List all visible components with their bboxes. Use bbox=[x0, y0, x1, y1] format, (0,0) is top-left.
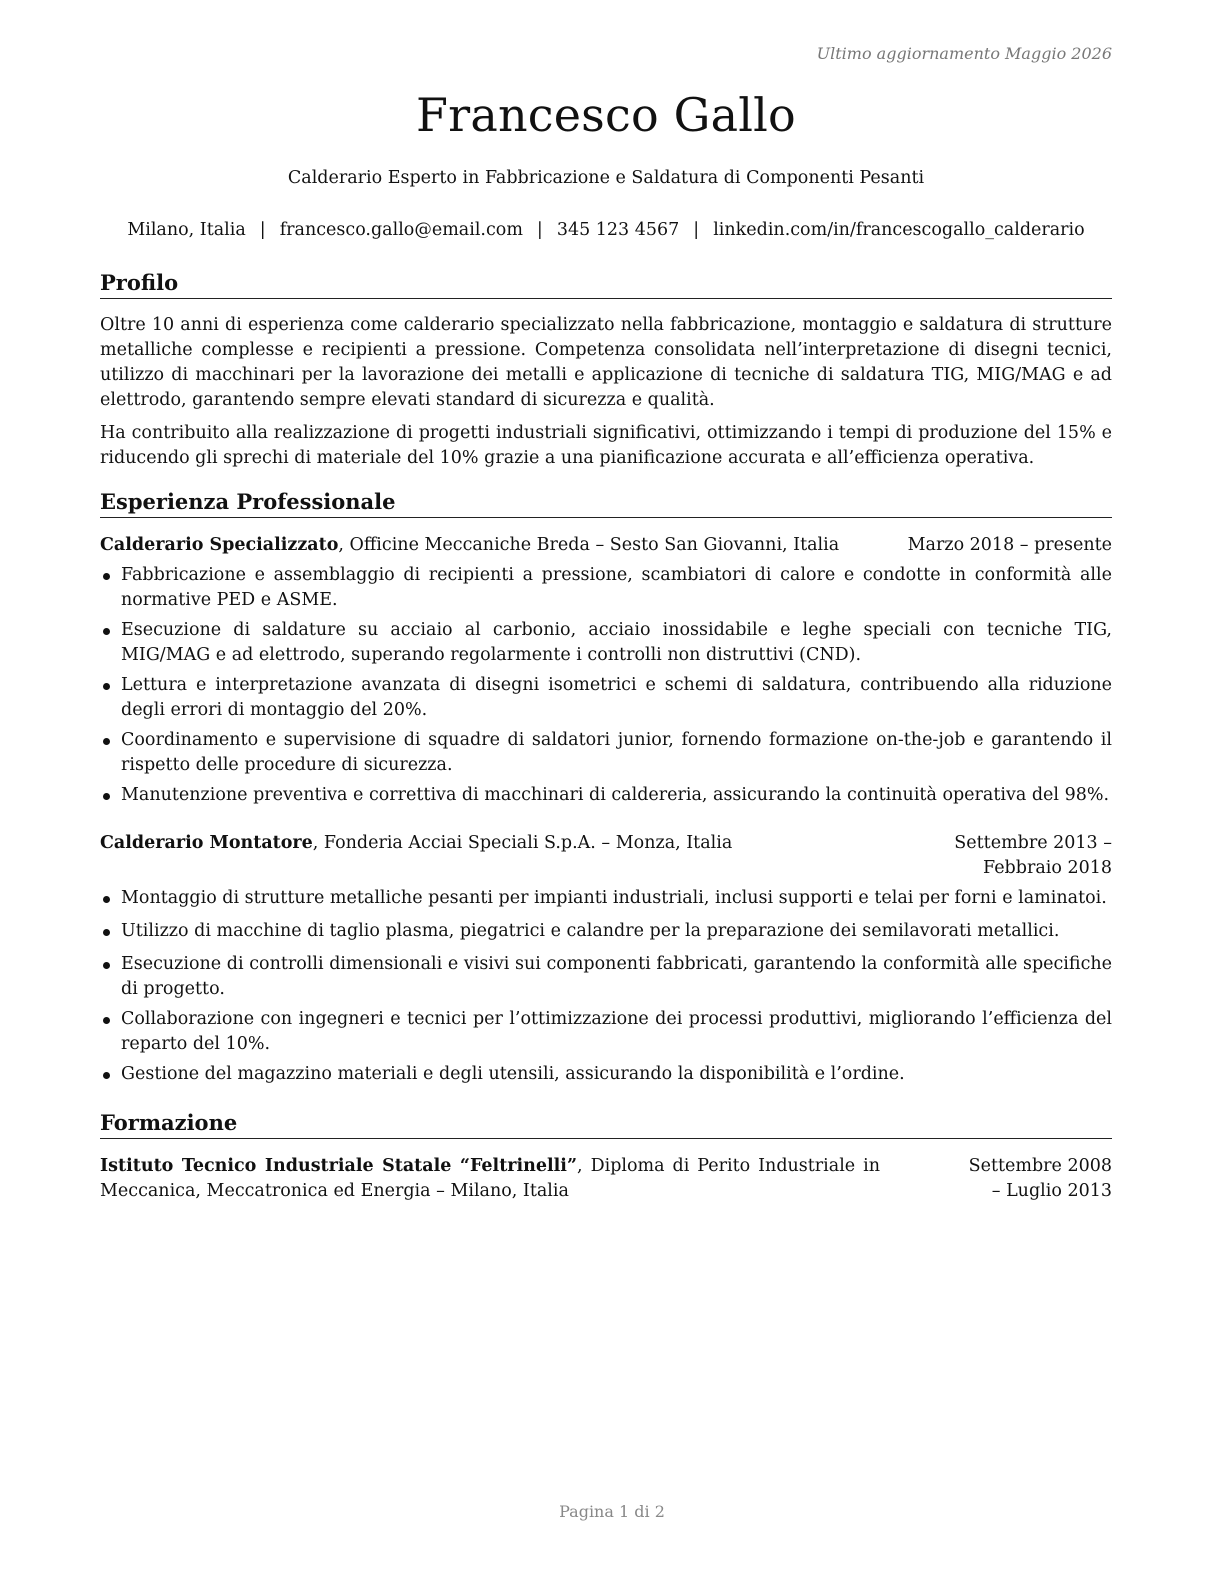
job-company: , Officine Meccaniche Breda – Sesto San Giovanni, Italia bbox=[338, 535, 840, 555]
education-institution-line bbox=[100, 1154, 880, 1204]
list-item bbox=[100, 618, 1112, 668]
list-item bbox=[100, 783, 1112, 808]
job-dates: Marzo 2018 – presente bbox=[907, 535, 1112, 555]
bullet-text: Coordinamento e supervisione di squadre di saldatori junior, fornendo formazione on-the-job e garantendo il rispetto delle procedure di sicurezza. bbox=[121, 730, 1112, 775]
profile-section bbox=[100, 270, 1112, 471]
job-entry bbox=[100, 533, 1112, 808]
bullet-icon bbox=[103, 1017, 110, 1024]
bullet-icon bbox=[103, 628, 110, 635]
bullet-icon bbox=[103, 1072, 110, 1079]
job-entry bbox=[100, 831, 1112, 1087]
bullet-text: Utilizzo di macchine di taglio plasma, piegatrici e calandre per la preparazione dei semilavorati metallici. bbox=[121, 921, 1060, 941]
job-dates: Settembre 2013 – Febbraio 2018 bbox=[954, 833, 1112, 878]
bullet-icon bbox=[103, 738, 110, 745]
section-title-education: Formazione bbox=[100, 1110, 1112, 1139]
contact-separator: | bbox=[693, 220, 700, 240]
profile-paragraph: Ha contribuito alla realizzazione di progetti industriali significativi, ottimizzando i tempi di produzione del 15% e riducendo gli sprechi di materiale del 10% grazie a una pianificazione accurata e all’efficienza operativa. bbox=[100, 423, 1112, 468]
section-title-profile: Profilo bbox=[100, 270, 1112, 299]
bullet-icon bbox=[103, 929, 110, 936]
contact-separator: | bbox=[536, 220, 543, 240]
candidate-name: Francesco Gallo bbox=[416, 88, 796, 142]
job-bullets bbox=[100, 563, 1112, 808]
job-role: Calderario Specializzato bbox=[100, 535, 339, 555]
bullet-text: Manutenzione preventiva e correttiva di macchinari di caldereria, assicurando la continuità operativa del 98%. bbox=[121, 785, 1110, 805]
contact-location: Milano, Italia bbox=[127, 220, 246, 240]
bullet-text: Fabbricazione e assemblaggio di recipienti a pressione, scambiatori di calore e condotte in conformità alle normative PED e ASME. bbox=[121, 565, 1112, 610]
bullet-icon bbox=[103, 683, 110, 690]
list-item bbox=[100, 952, 1112, 1002]
contact-phone: 345 123 4567 bbox=[556, 220, 680, 240]
list-item bbox=[100, 728, 1112, 778]
job-header bbox=[100, 831, 1112, 881]
section-title-experience: Esperienza Professionale bbox=[100, 489, 1112, 518]
contact-separator: | bbox=[259, 220, 266, 240]
contact-line bbox=[70, 220, 1142, 240]
bullet-text: Montaggio di strutture metalliche pesanti per impianti industriali, inclusi supporti e telai per forni e laminatoi. bbox=[121, 888, 1107, 908]
job-bullets bbox=[100, 886, 1112, 1087]
page-number: Pagina 1 di 2 bbox=[559, 1502, 665, 1521]
education-section bbox=[100, 1110, 1112, 1204]
education-dates: Settembre 2008 – Luglio 2013 bbox=[968, 1156, 1112, 1201]
education-entry bbox=[100, 1154, 1112, 1204]
bullet-icon bbox=[103, 962, 110, 969]
list-item bbox=[100, 919, 1112, 944]
bullet-text: Gestione del magazzino materiali e degli utensili, assicurando la disponibilità e l’ordine. bbox=[121, 1064, 905, 1084]
contact-linkedin[interactable]: linkedin.com/in/francescogallo_calderario bbox=[713, 220, 1085, 240]
candidate-headline: Calderario Esperto in Fabbricazione e Saldatura di Componenti Pesanti bbox=[287, 168, 925, 188]
job-title-line bbox=[100, 533, 839, 558]
job-role: Calderario Montatore bbox=[100, 833, 313, 853]
list-item bbox=[100, 1062, 1112, 1087]
list-item bbox=[100, 673, 1112, 723]
list-item bbox=[100, 886, 1112, 911]
list-item bbox=[100, 563, 1112, 613]
profile-paragraph: Oltre 10 anni di esperienza come calderario specializzato nella fabbricazione, montaggio e saldatura di strutture metalliche complesse e recipienti a pressione. Competenza consolidata nell’interpretazione di disegni tecnici, utilizzo di macchinari per la lavorazione dei metalli e applicazione di tecniche di saldatura TIG, MIG/MAG e ad elettrodo, garantendo sempre elevati standard di sicurezza e qualità. bbox=[100, 315, 1112, 410]
job-header bbox=[100, 533, 1112, 558]
job-company: , Fonderia Acciai Speciali S.p.A. – Monza, Italia bbox=[312, 833, 733, 853]
bullet-icon bbox=[103, 573, 110, 580]
education-school: Istituto Tecnico Industriale Statale “Feltrinelli” bbox=[100, 1156, 578, 1176]
bullet-text: Esecuzione di controlli dimensionali e visivi sui componenti fabbricati, garantendo la conformità alle specifiche di progetto. bbox=[121, 954, 1112, 999]
education-detail: , Diploma di Perito Industriale in Meccanica, Meccatronica ed Energia – Milano, Italia bbox=[100, 1156, 880, 1201]
last-updated: Ultimo aggiornamento Maggio 2026 bbox=[816, 44, 1112, 63]
contact-email[interactable]: francesco.gallo@email.com bbox=[279, 220, 523, 240]
bullet-text: Collaborazione con ingegneri e tecnici per l’ottimizzazione dei processi produttivi, migliorando l’efficienza del reparto del 10%. bbox=[121, 1009, 1112, 1054]
bullet-icon bbox=[103, 896, 110, 903]
experience-section bbox=[100, 489, 1112, 1087]
bullet-icon bbox=[103, 793, 110, 800]
bullet-text: Esecuzione di saldature su acciaio al carbonio, acciaio inossidabile e leghe speciali con tecniche TIG, MIG/MAG e ad elettrodo, superando regolarmente i controlli non distruttivi (CND). bbox=[121, 620, 1112, 665]
bullet-text: Lettura e interpretazione avanzata di disegni isometrici e schemi di saldatura, contribuendo alla riduzione degli errori di montaggio del 20%. bbox=[121, 675, 1112, 720]
list-item bbox=[100, 1007, 1112, 1057]
job-title-line bbox=[100, 831, 732, 881]
